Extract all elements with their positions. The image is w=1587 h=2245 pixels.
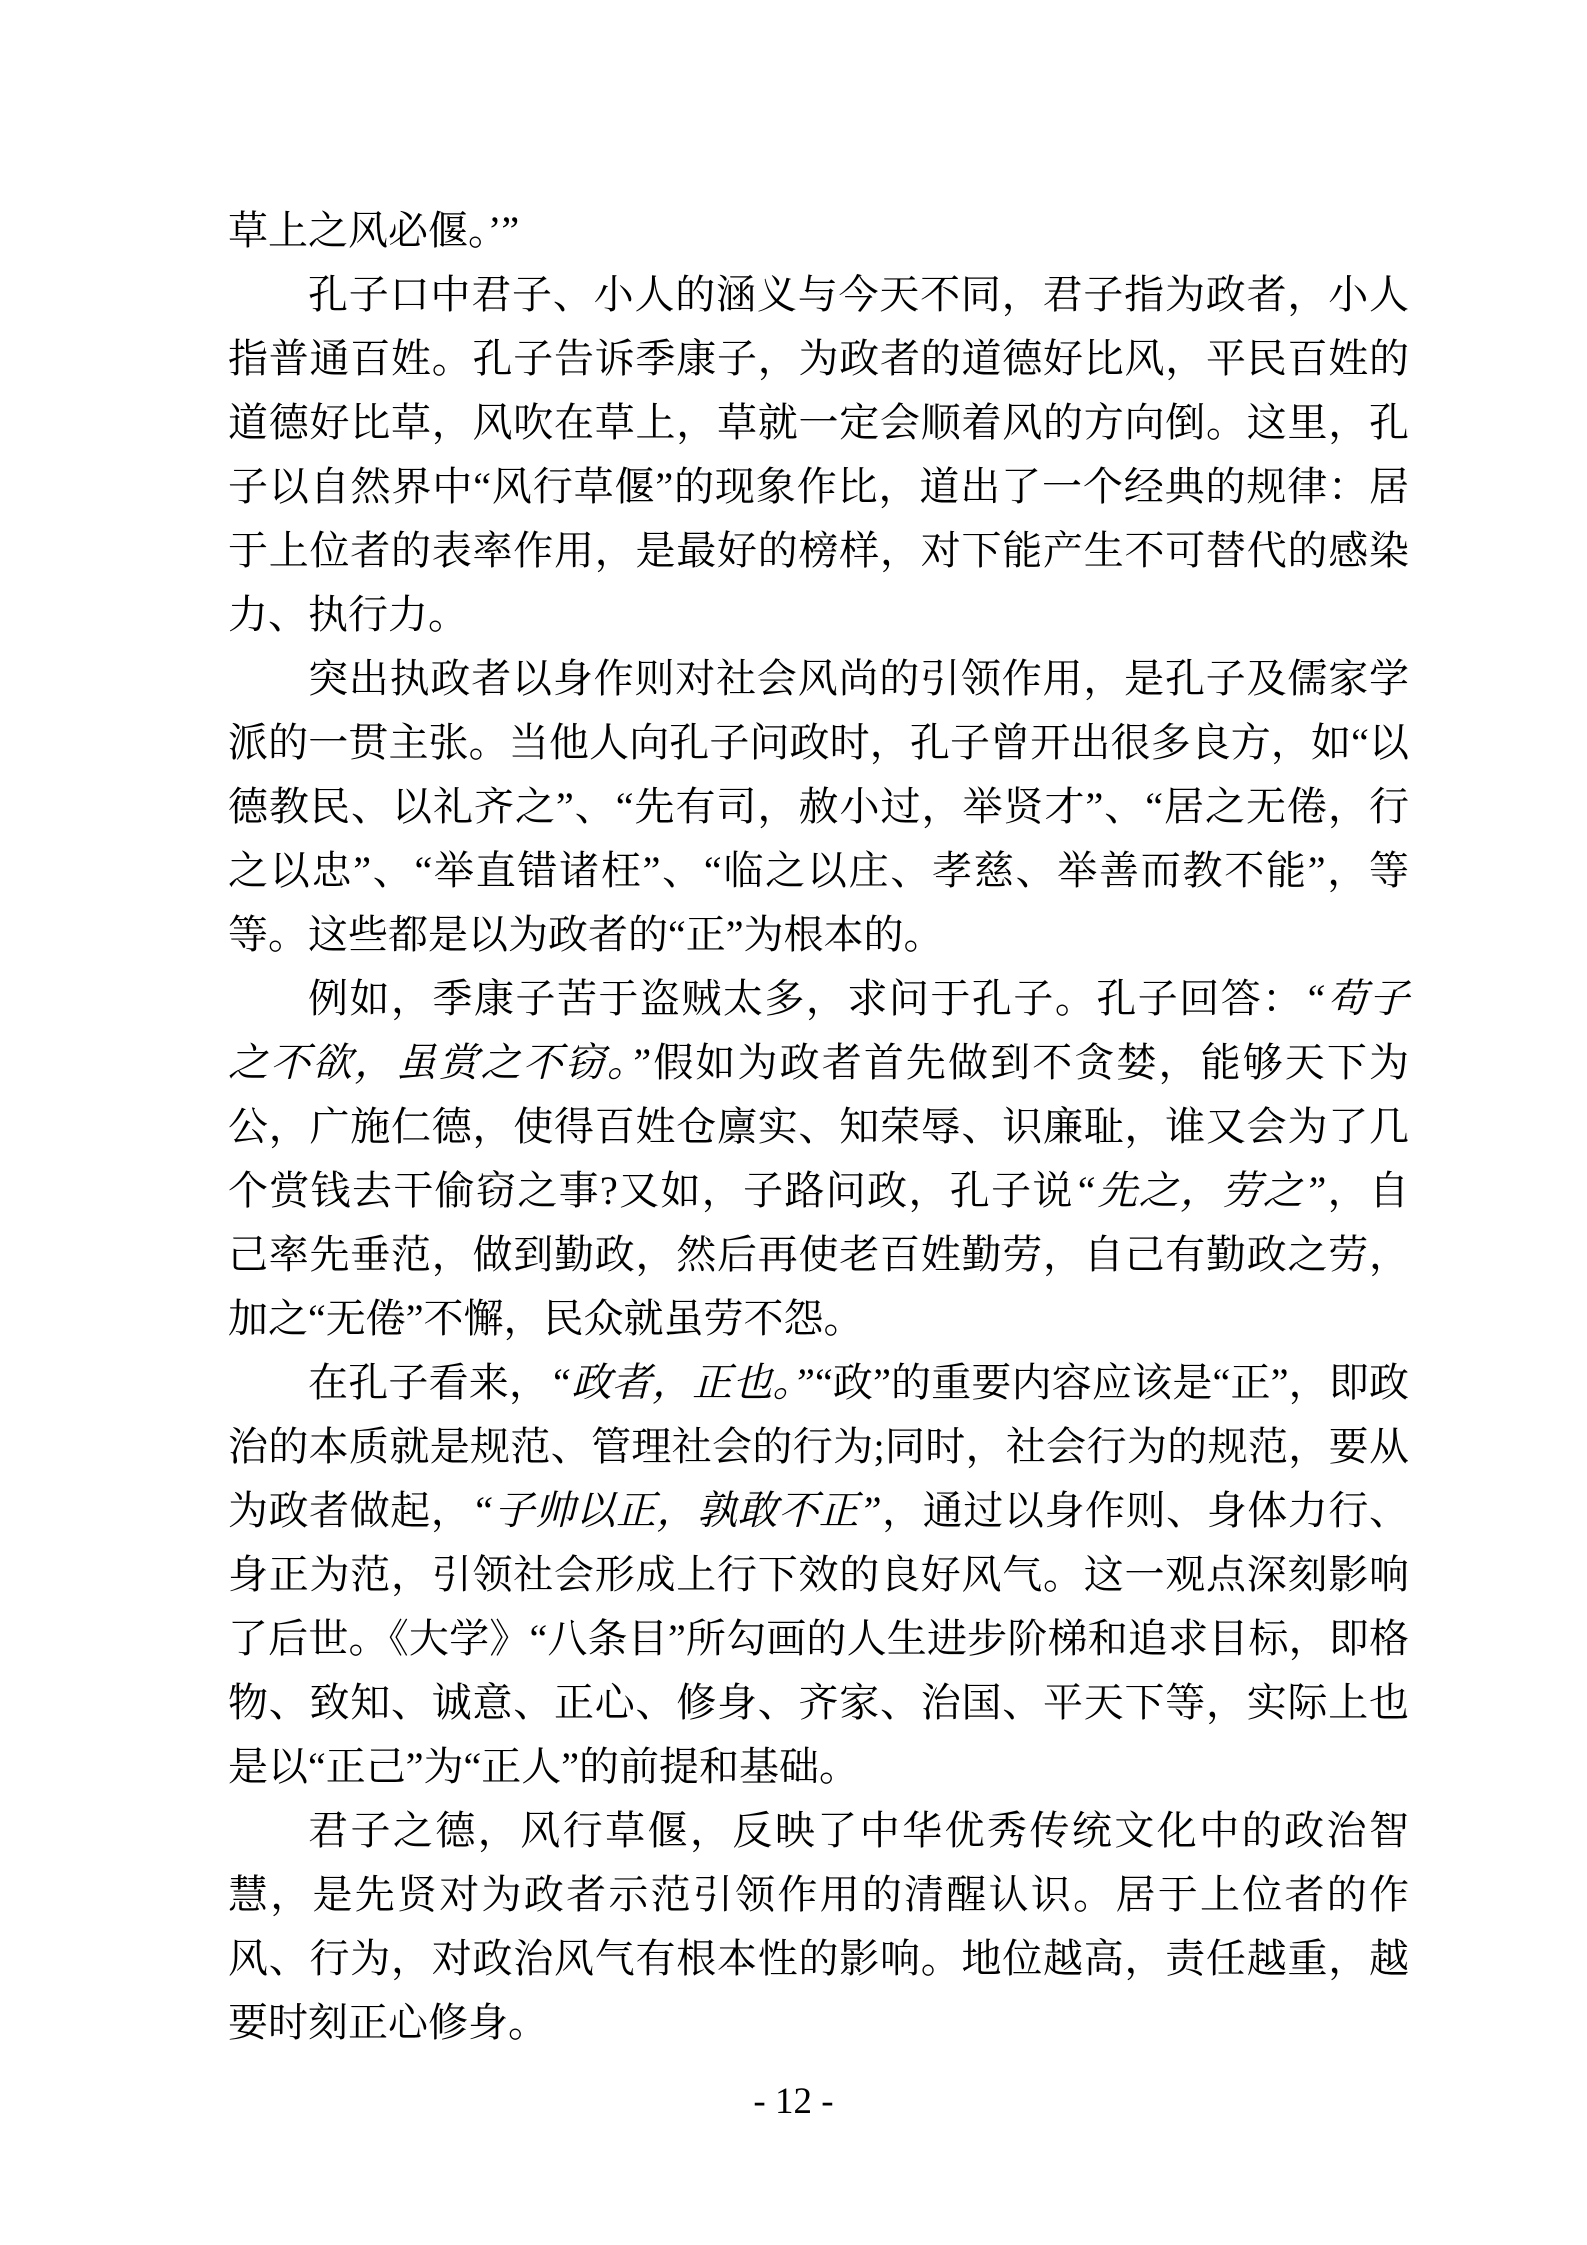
text-run: ，自己率先垂范，做到勤政，然后再使老百姓勤劳，自己有勤政之劳，加之“无倦”不懈，民众就虽劳不怨。 (228, 1168, 1409, 1341)
text-run: “政者，正也。” (549, 1360, 815, 1405)
text-run: ，通过以身作则、身体力行、身正为范，引领社会形成上行下效的良好风气。这一观点深刻影响了后世。《大学》“八条目”所勾画的人生进步阶梯和追求目标，即格物、致知、诚意、正心、修身、齐家、治国、平天下等，实际上也是以“正己”为“正人”的前提和基础。 (228, 1488, 1410, 1789)
paragraph (228, 263, 1409, 647)
text-run: 君子之德，风行草偃，反映了中华优秀传统文化中的政治智慧，是先贤对为政者示范引领作用的清醒认识。居于上位者的作风、行为，对政治风气有根本性的影响。地位越高，责任越重，越要时刻正心修身。 (228, 1808, 1409, 2045)
paragraph (228, 1351, 1409, 1799)
text-run: 假如为政者首先做到不贪婪，能够天下为公，广施仁德，使得百姓仓廪实、知荣辱、识廉耻，谁又会为了几个赏钱去干偷窃之事?又如，子路问政，孔子说 (228, 1040, 1410, 1213)
paragraph (228, 647, 1409, 967)
paragraph (228, 967, 1409, 1351)
text-run: “子帅以正，孰敢不正” (471, 1488, 882, 1533)
text-run: “政”的重要内容应该是“正”，即政治的本质就是规范、管理社会的行为;同时，社会行为的规范，要从为政者做起， (228, 1360, 1410, 1533)
text-run: 孔子口中君子、小人的涵义与今天不同，君子指为政者，小人指普通百姓。孔子告诉季康子，为政者的道德好比风，平民百姓的道德好比草，风吹在草上，草就一定会顺着风的方向倒。这里，孔子以自然界中“风行草偃”的现象作比，道出了一个经典的规律：居于上位者的表率作用，是最好的榜样，对下能产生不可替代的感染力、执行力。 (228, 272, 1409, 637)
paragraph (228, 199, 1409, 263)
text-run: 草上之风必偃。’” (228, 208, 520, 253)
text-run: 在孔子看来， (308, 1360, 550, 1405)
paragraph (228, 1799, 1409, 2055)
text-run: “苟子之不欲，虽赏之不窃。” (228, 976, 1410, 1085)
page-number: - 12 - (753, 2081, 834, 2122)
body-text (228, 199, 1409, 2055)
text-run: 突出执政者以身作则对社会风尚的引领作用，是孔子及儒家学派的一贯主张。当他人向孔子问政时，孔子曾开出很多良方，如“以德教民、以礼齐之”、“先有司，赦小过，举贤才”、“居之无倦，行之以忠”、“举直错诸枉”、“临之以庄、孝慈、举善而教不能”，等等。这些都是以为政者的“正”为根本的。 (228, 656, 1409, 957)
text-run: “先之，劳之” (1073, 1168, 1327, 1213)
text-run: 例如，季康子苦于盗贼太多，求问于孔子。孔子回答： (308, 976, 1304, 1021)
